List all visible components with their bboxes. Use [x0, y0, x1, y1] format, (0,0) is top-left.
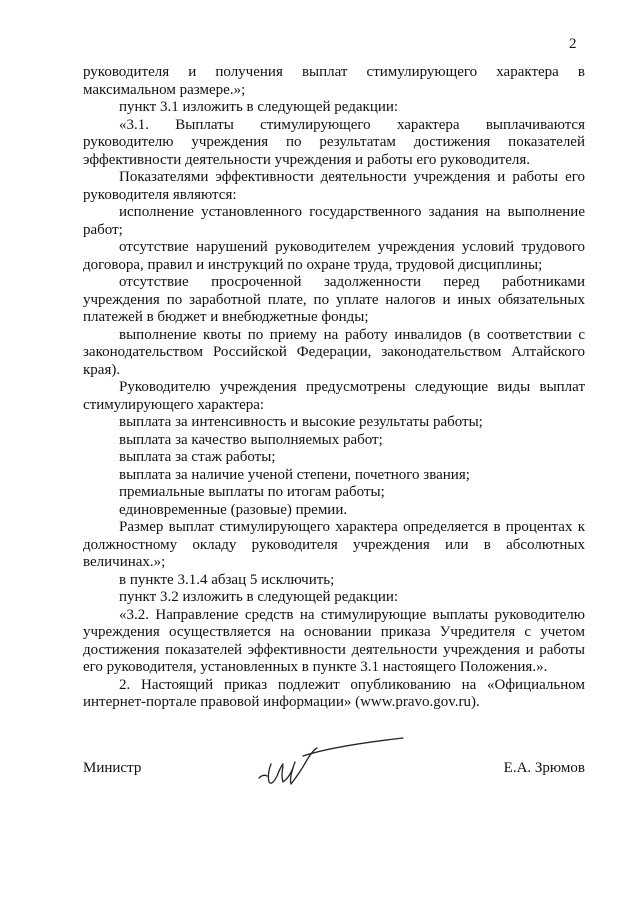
paragraph: выплата за наличие ученой степени, почетного звания; [119, 466, 470, 483]
document-body [83, 64, 585, 712]
signatory-title: Министр [83, 760, 142, 776]
paragraph: «3.1. Выплаты стимулирующего характера выплачиваются руководителю учреждения по результатам достижения показателей эффективности деятельности учреждения и работы его руководителя. [83, 116, 585, 168]
page-number: 2 [569, 36, 577, 52]
paragraph: руководителя и получения выплат стимулирующего характера в максимальном размере.»; [83, 64, 585, 98]
paragraph: Руководителю учреждения предусмотрены следующие виды выплат стимулирующего характера: [83, 379, 585, 413]
paragraph: единовременные (разовые) премии. [119, 501, 348, 518]
paragraph: премиальные выплаты по итогам работы; [119, 484, 385, 500]
paragraph: отсутствие просроченной задолженности перед работниками учреждения по заработной плате, по уплате налогов и иных обязательных платежей в бюджет и внебюджетные фонды; [83, 274, 585, 325]
signatory-name: Е.А. Зрюмов [503, 760, 585, 776]
paragraph: 2. Настоящий приказ подлежит опубликованию на «Официальном интернет-портале правовой информации» (www.pravo.gov.ru). [83, 676, 585, 710]
handwritten-signature-icon [251, 732, 411, 792]
paragraph: в пункте 3.1.4 абзац 5 исключить; [119, 571, 335, 588]
signature-block [83, 758, 585, 798]
paragraph: выполнение квоты по приему на работу инвалидов (в соответствии с законодательством Российской Федерации, законодательством Алтайского края). [83, 326, 585, 378]
paragraph: выплата за качество выполняемых работ; [119, 431, 383, 448]
paragraph: выплата за стаж работы; [119, 449, 276, 465]
paragraph: пункт 3.2 изложить в следующей редакции: [119, 589, 399, 605]
paragraph: пункт 3.1 изложить в следующей редакции: [119, 99, 399, 115]
paragraph: исполнение установленного государственного задания на выполнение работ; [83, 204, 585, 238]
paragraph: Показателями эффективности деятельности учреждения и работы его руководителя являются: [83, 169, 585, 203]
paragraph: Размер выплат стимулирующего характера определяется в процентах к должностному окладу руководителя учреждения или в абсолютных величинах.»; [83, 519, 585, 570]
paragraph: «3.2. Направление средств на стимулирующие выплаты руководителю учреждения осуществляется на основании приказа Учредителя с учетом достижения показателей эффективности деятельности учреждения и работы его руководителя, установленных в пункте 3.1 настоящего Положения.». [83, 606, 585, 675]
paragraph: отсутствие нарушений руководителем учреждения условий трудового договора, правил и инструкций по охране труда, трудовой дисциплины; [83, 239, 585, 273]
paragraph: выплата за интенсивность и высокие результаты работы; [119, 414, 483, 430]
